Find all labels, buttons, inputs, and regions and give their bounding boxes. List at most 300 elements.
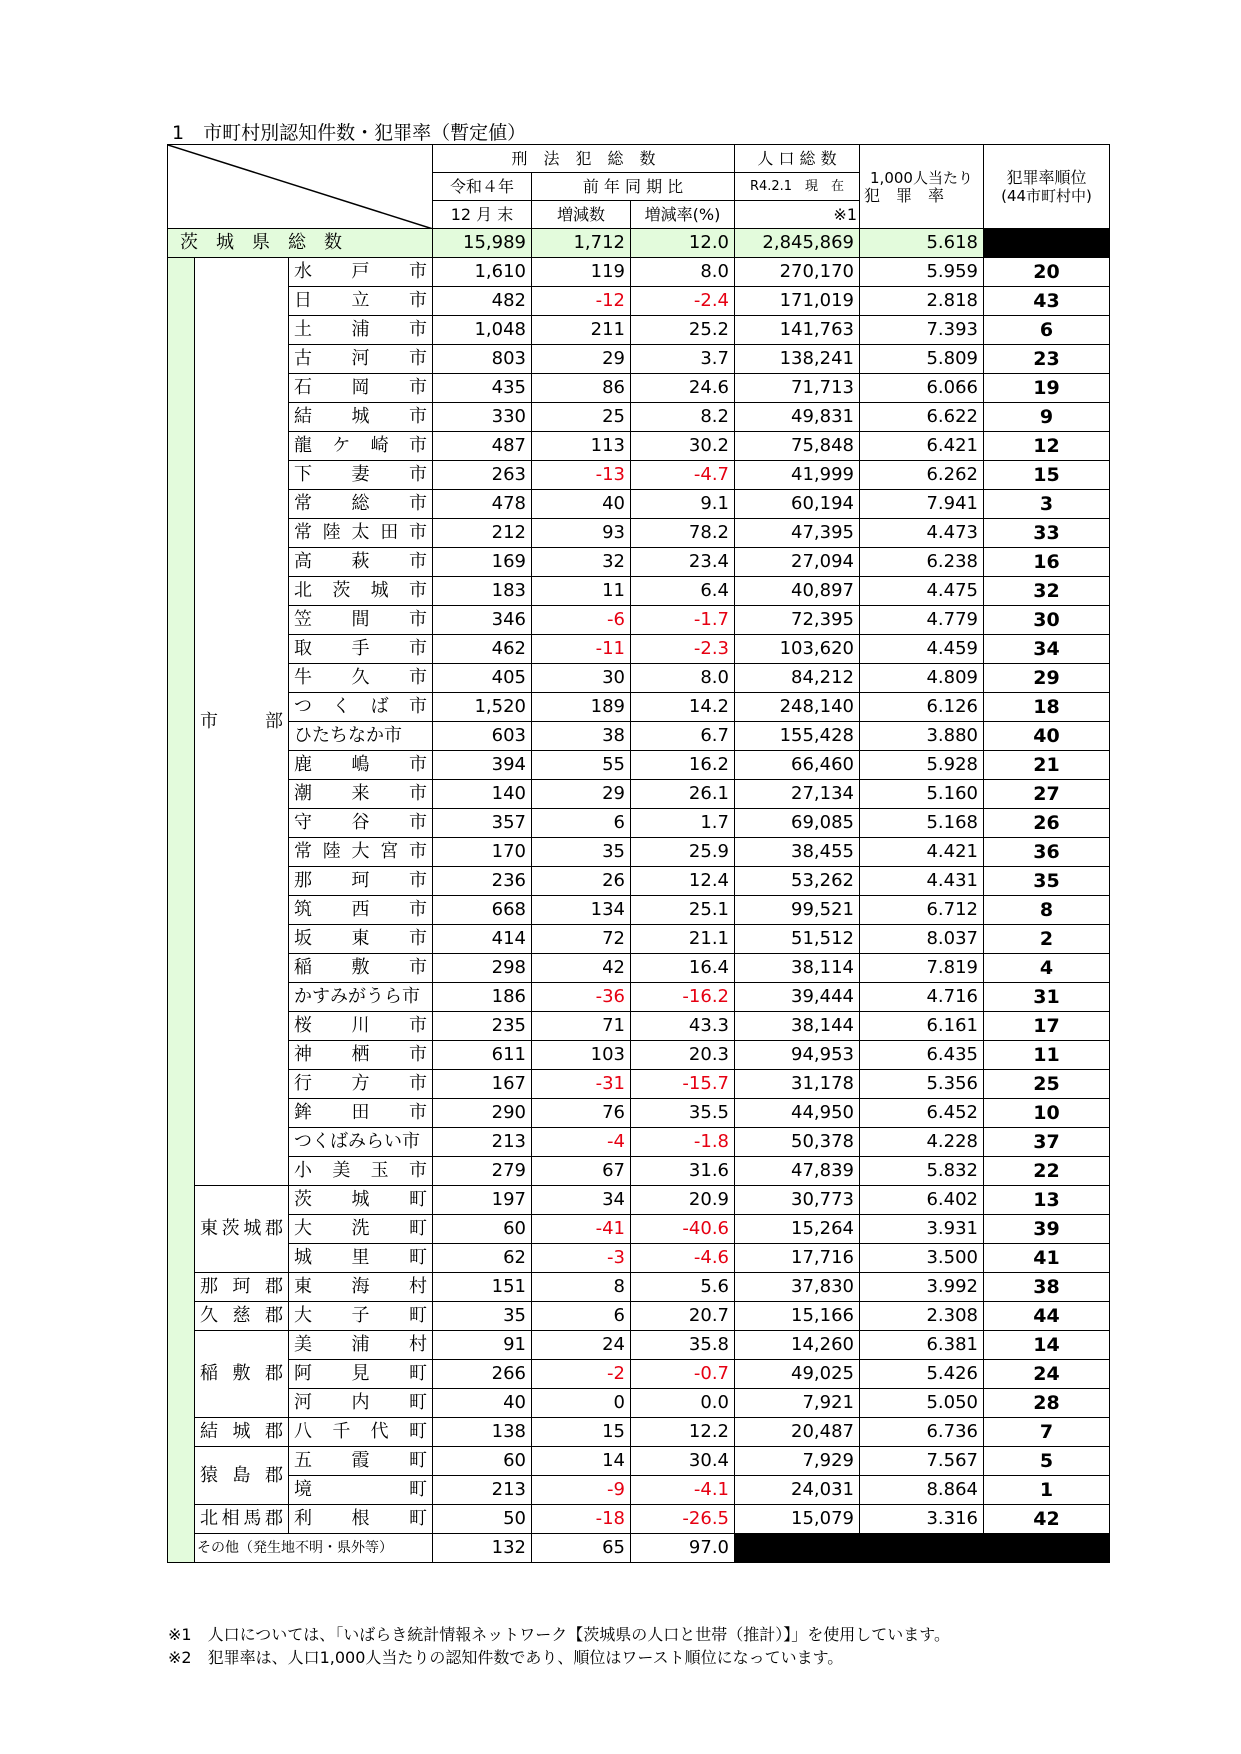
- change-count: -11: [532, 635, 631, 664]
- table-row: [168, 1215, 1110, 1244]
- crime-rate: 7.567: [860, 1447, 984, 1476]
- population: 47,839: [735, 1157, 860, 1186]
- crime-rate: 3.500: [860, 1244, 984, 1273]
- municipality-name: [289, 1215, 433, 1244]
- group-label: [195, 1505, 289, 1534]
- crime-rate: 3.880: [860, 722, 984, 751]
- table-row: [168, 1070, 1110, 1099]
- header-change: 増減数: [532, 201, 631, 229]
- municipality-name: [289, 1273, 433, 1302]
- municipality-name-text: 利 根 町: [294, 1508, 427, 1529]
- other-change: 65: [532, 1534, 631, 1563]
- change-count: -3: [532, 1244, 631, 1273]
- municipality-name-text: 土 浦 市: [294, 319, 427, 340]
- change-count: -13: [532, 461, 631, 490]
- change-rate: 14.2: [631, 693, 735, 722]
- change-rate: 9.1: [631, 490, 735, 519]
- change-rate: -2.3: [631, 635, 735, 664]
- crime-rate: 6.381: [860, 1331, 984, 1360]
- population: 155,428: [735, 722, 860, 751]
- municipality-name-text: 笠 間 市: [294, 609, 427, 630]
- prefecture-total-label: [168, 229, 433, 258]
- change-rate: -1.8: [631, 1128, 735, 1157]
- change-count: -6: [532, 606, 631, 635]
- population: 171,019: [735, 287, 860, 316]
- change-rate: -15.7: [631, 1070, 735, 1099]
- population: 75,848: [735, 432, 860, 461]
- table-row: [168, 809, 1110, 838]
- crime-rate-rank: 10: [984, 1099, 1110, 1128]
- header-pop-date: R4.2.1 現 在: [735, 173, 860, 201]
- crime-rate-rank: 43: [984, 287, 1110, 316]
- municipality-name: [289, 751, 433, 780]
- change-count: -41: [532, 1215, 631, 1244]
- table-row: [168, 1505, 1110, 1534]
- municipality-name-text: 小 美 玉 市: [294, 1160, 427, 1181]
- population: 40,897: [735, 577, 860, 606]
- change-count: 25: [532, 403, 631, 432]
- municipality-name: [289, 954, 433, 983]
- population: 94,953: [735, 1041, 860, 1070]
- municipality-name: [289, 1389, 433, 1418]
- crime-rate-rank: 24: [984, 1360, 1110, 1389]
- change-count: 67: [532, 1157, 631, 1186]
- prefecture-total-label-text: 茨 城 県 総 数: [180, 232, 342, 253]
- municipality-name-text: 取 手 市: [294, 638, 427, 659]
- municipality-name-text: 守 谷 市: [294, 812, 427, 833]
- table-row: [168, 896, 1110, 925]
- municipality-name: [289, 403, 433, 432]
- change-rate: 8.2: [631, 403, 735, 432]
- crime-count: 167: [433, 1070, 532, 1099]
- header-rank-line2: (44市町村中): [1001, 186, 1092, 205]
- municipality-name-text: 水 戸 市: [294, 261, 427, 282]
- change-count: 35: [532, 838, 631, 867]
- table-row: [168, 983, 1110, 1012]
- table-row: [168, 1273, 1110, 1302]
- crime-rate: 7.393: [860, 316, 984, 345]
- change-rate: 30.4: [631, 1447, 735, 1476]
- population: 66,460: [735, 751, 860, 780]
- municipality-name: [289, 1128, 433, 1157]
- table-row: [168, 1099, 1110, 1128]
- group-label-text: 那 珂 郡: [200, 1276, 283, 1297]
- table-row: [168, 1389, 1110, 1418]
- crime-rate-rank: 40: [984, 722, 1110, 751]
- group-label-text: 北 相 馬 郡: [200, 1508, 283, 1529]
- population: 38,455: [735, 838, 860, 867]
- group-label: [195, 1331, 289, 1418]
- crime-rate-rank: 14: [984, 1331, 1110, 1360]
- change-rate: -1.7: [631, 606, 735, 635]
- change-rate: 25.1: [631, 896, 735, 925]
- crime-count: 40: [433, 1389, 532, 1418]
- crime-count: 60: [433, 1215, 532, 1244]
- group-label: [195, 1186, 289, 1273]
- municipality-name-text: 美 浦 村: [294, 1334, 427, 1355]
- crime-count: 462: [433, 635, 532, 664]
- group-label-text: 猿 島 郡: [200, 1464, 283, 1486]
- municipality-name: [289, 1331, 433, 1360]
- group-label-text: 結 城 郡: [200, 1421, 283, 1442]
- municipality-name-text: 境 町: [294, 1479, 427, 1500]
- header-crime-rate-line1: 1,000人当たり: [870, 168, 973, 187]
- table-row: [168, 1360, 1110, 1389]
- change-count: -2: [532, 1360, 631, 1389]
- crime-count: 170: [433, 838, 532, 867]
- municipality-name-text: ひ た ち な か 市: [294, 725, 402, 746]
- crime-rate-rank: 28: [984, 1389, 1110, 1418]
- other-blank: [735, 1534, 1110, 1563]
- municipality-name: [289, 1302, 433, 1331]
- table-row: [168, 519, 1110, 548]
- crime-count: 668: [433, 896, 532, 925]
- crime-count: 405: [433, 664, 532, 693]
- change-rate: 20.7: [631, 1302, 735, 1331]
- municipality-name-text: 結 城 市: [294, 406, 427, 427]
- crime-count: 140: [433, 780, 532, 809]
- municipality-name-text: 下 妻 市: [294, 464, 427, 485]
- table-row: [168, 1012, 1110, 1041]
- table-row: [168, 1186, 1110, 1215]
- crime-rate: 5.426: [860, 1360, 984, 1389]
- table-row: [168, 577, 1110, 606]
- corner-diagonal-cell: [168, 145, 433, 229]
- table-row: [168, 925, 1110, 954]
- municipality-name-text: 龍 ケ 崎 市: [294, 435, 427, 456]
- change-count: 134: [532, 896, 631, 925]
- table-row: [168, 1041, 1110, 1070]
- crime-rate-rank: 20: [984, 258, 1110, 287]
- municipality-name-text: 常 陸 太 田 市: [294, 522, 427, 543]
- population: 60,194: [735, 490, 860, 519]
- crime-count: 50: [433, 1505, 532, 1534]
- municipality-name: [289, 461, 433, 490]
- other-rate: 97.0: [631, 1534, 735, 1563]
- municipality-name-text: 常 陸 大 宮 市: [294, 841, 427, 862]
- crime-rate: 6.421: [860, 432, 984, 461]
- municipality-name: [289, 374, 433, 403]
- crime-rate: 6.262: [860, 461, 984, 490]
- municipality-name: [289, 258, 433, 287]
- change-count: 93: [532, 519, 631, 548]
- municipality-name-text: 河 内 町: [294, 1392, 427, 1413]
- change-count: 34: [532, 1186, 631, 1215]
- municipality-name-text: 筑 西 市: [294, 899, 427, 920]
- crime-count: 186: [433, 983, 532, 1012]
- municipality-name: [289, 1418, 433, 1447]
- municipality-name-text: 潮 来 市: [294, 783, 427, 804]
- crime-rate: 4.473: [860, 519, 984, 548]
- population: 69,085: [735, 809, 860, 838]
- crime-rate-rank: 19: [984, 374, 1110, 403]
- change-count: 0: [532, 1389, 631, 1418]
- crime-count: 60: [433, 1447, 532, 1476]
- population: 30,773: [735, 1186, 860, 1215]
- page-title: 1 市町村別認知件数・犯罪率（暫定値）: [172, 122, 527, 144]
- crime-count: 35: [433, 1302, 532, 1331]
- municipality-name-text: 古 河 市: [294, 348, 427, 369]
- population: 51,512: [735, 925, 860, 954]
- table-row: [168, 403, 1110, 432]
- crime-rate-rank: 9: [984, 403, 1110, 432]
- crime-count: 298: [433, 954, 532, 983]
- change-rate: 6.4: [631, 577, 735, 606]
- population: 39,444: [735, 983, 860, 1012]
- table-row: [168, 751, 1110, 780]
- municipality-name: [289, 490, 433, 519]
- crime-rate: 5.959: [860, 258, 984, 287]
- table-row: [168, 1331, 1110, 1360]
- change-rate: -40.6: [631, 1215, 735, 1244]
- municipality-name: [289, 780, 433, 809]
- crime-rate-rank: 44: [984, 1302, 1110, 1331]
- crime-rate-rank: 13: [984, 1186, 1110, 1215]
- crime-rate: 4.421: [860, 838, 984, 867]
- diagonal-line: [168, 145, 433, 229]
- crime-rate-rank: 6: [984, 316, 1110, 345]
- population: 15,264: [735, 1215, 860, 1244]
- change-rate: 24.6: [631, 374, 735, 403]
- group-label-text: 久 慈 郡: [200, 1305, 283, 1326]
- change-count: -18: [532, 1505, 631, 1534]
- municipality-name-text: 阿 見 町: [294, 1363, 427, 1384]
- crime-rate-rank: 39: [984, 1215, 1110, 1244]
- crime-rate: 6.402: [860, 1186, 984, 1215]
- header-change-rate: 増減率(%): [631, 201, 735, 229]
- crime-rate: 7.819: [860, 954, 984, 983]
- table-row: [168, 258, 1110, 287]
- change-count: 113: [532, 432, 631, 461]
- crime-rate-rank: 35: [984, 867, 1110, 896]
- population: 72,395: [735, 606, 860, 635]
- other-row: [168, 1534, 1110, 1563]
- change-rate: 6.7: [631, 722, 735, 751]
- crime-rate-rank: 4: [984, 954, 1110, 983]
- population: 27,094: [735, 548, 860, 577]
- population: 27,134: [735, 780, 860, 809]
- change-count: -4: [532, 1128, 631, 1157]
- municipality-name: [289, 577, 433, 606]
- crime-rate: 6.238: [860, 548, 984, 577]
- crime-count: 1,610: [433, 258, 532, 287]
- footnote-1: ※1 人口については、「いばらき統計情報ネットワーク【茨城県の人口と世帯（推計）】」を使用しています。: [168, 1625, 950, 1644]
- prefecture-total-population: 2,845,869: [735, 229, 860, 258]
- change-rate: 31.6: [631, 1157, 735, 1186]
- crime-count: 478: [433, 490, 532, 519]
- change-rate: 5.6: [631, 1273, 735, 1302]
- crime-count: 91: [433, 1331, 532, 1360]
- population: 50,378: [735, 1128, 860, 1157]
- change-rate: 25.9: [631, 838, 735, 867]
- change-rate: 35.8: [631, 1331, 735, 1360]
- header-crime-rate: [860, 145, 984, 229]
- crime-rate: 6.622: [860, 403, 984, 432]
- population: 20,487: [735, 1418, 860, 1447]
- municipality-name: [289, 664, 433, 693]
- municipality-name-text: 東 海 村: [294, 1276, 427, 1297]
- change-rate: 16.4: [631, 954, 735, 983]
- municipality-name-text: 北 茨 城 市: [294, 580, 427, 601]
- crime-count: 235: [433, 1012, 532, 1041]
- population: 31,178: [735, 1070, 860, 1099]
- group-label-text: 市 部: [200, 710, 283, 732]
- table-row: [168, 635, 1110, 664]
- crime-count: 62: [433, 1244, 532, 1273]
- crime-rate-rank: 42: [984, 1505, 1110, 1534]
- crime-count: 1,520: [433, 693, 532, 722]
- table-row: [168, 316, 1110, 345]
- population: 14,260: [735, 1331, 860, 1360]
- municipality-name-text: 神 栖 市: [294, 1044, 427, 1065]
- crime-rate-rank: 21: [984, 751, 1110, 780]
- table-row: [168, 867, 1110, 896]
- crime-rate: 6.452: [860, 1099, 984, 1128]
- crime-count: 1,048: [433, 316, 532, 345]
- change-count: 38: [532, 722, 631, 751]
- change-rate: 12.2: [631, 1418, 735, 1447]
- population: 248,140: [735, 693, 860, 722]
- change-count: 14: [532, 1447, 631, 1476]
- municipality-name-text: 高 萩 市: [294, 551, 427, 572]
- crime-rate: 8.864: [860, 1476, 984, 1505]
- population: 99,521: [735, 896, 860, 925]
- change-count: 8: [532, 1273, 631, 1302]
- change-rate: 1.7: [631, 809, 735, 838]
- crime-count: 213: [433, 1476, 532, 1505]
- municipality-name-text: 五 霞 町: [294, 1450, 427, 1471]
- group-label: [195, 1273, 289, 1302]
- municipality-name-text: 八 千 代 町: [294, 1421, 427, 1442]
- municipality-name: [289, 432, 433, 461]
- table-row: [168, 1157, 1110, 1186]
- change-rate: -4.1: [631, 1476, 735, 1505]
- table-row: [168, 664, 1110, 693]
- change-count: 189: [532, 693, 631, 722]
- header-population: 人 口 総 数: [735, 145, 860, 173]
- change-count: 29: [532, 345, 631, 374]
- crime-rate-rank: 31: [984, 983, 1110, 1012]
- crime-rate-rank: 17: [984, 1012, 1110, 1041]
- crime-rate-rank: 36: [984, 838, 1110, 867]
- population: 41,999: [735, 461, 860, 490]
- prefecture-total-change: 1,712: [532, 229, 631, 258]
- change-rate: 20.9: [631, 1186, 735, 1215]
- change-count: 29: [532, 780, 631, 809]
- crime-count: 290: [433, 1099, 532, 1128]
- crime-rate: 6.435: [860, 1041, 984, 1070]
- change-count: 72: [532, 925, 631, 954]
- change-rate: 23.4: [631, 548, 735, 577]
- population: 84,212: [735, 664, 860, 693]
- crime-rate: 4.809: [860, 664, 984, 693]
- change-rate: -4.6: [631, 1244, 735, 1273]
- change-rate: 16.2: [631, 751, 735, 780]
- municipality-name-text: 稲 敷 市: [294, 957, 427, 978]
- crime-rate: 3.931: [860, 1215, 984, 1244]
- table-row: [168, 606, 1110, 635]
- municipality-name-text: 日 立 市: [294, 290, 427, 311]
- change-count: -36: [532, 983, 631, 1012]
- table-row: [168, 722, 1110, 751]
- crime-count: 151: [433, 1273, 532, 1302]
- prefecture-total-row: [168, 229, 1110, 258]
- municipality-name: [289, 606, 433, 635]
- other-count: 132: [433, 1534, 532, 1563]
- crime-rate: 5.356: [860, 1070, 984, 1099]
- crime-rate: 4.475: [860, 577, 984, 606]
- change-rate: -16.2: [631, 983, 735, 1012]
- crime-rate-rank: 1: [984, 1476, 1110, 1505]
- table-row: [168, 490, 1110, 519]
- crime-rate: 5.832: [860, 1157, 984, 1186]
- crime-rate-rank: 18: [984, 693, 1110, 722]
- population: 49,831: [735, 403, 860, 432]
- municipality-name-text: 大 子 町: [294, 1305, 427, 1326]
- table-row: [168, 954, 1110, 983]
- change-rate: -2.4: [631, 287, 735, 316]
- change-count: 6: [532, 1302, 631, 1331]
- municipality-name-text: 石 岡 市: [294, 377, 427, 398]
- change-rate: 26.1: [631, 780, 735, 809]
- crime-count: 394: [433, 751, 532, 780]
- crime-count: 357: [433, 809, 532, 838]
- crime-rate-rank: 30: [984, 606, 1110, 635]
- table-row: [168, 1418, 1110, 1447]
- change-rate: -26.5: [631, 1505, 735, 1534]
- table-row: [168, 1302, 1110, 1331]
- header-yoy: 前 年 同 期 比: [532, 173, 735, 201]
- population: 270,170: [735, 258, 860, 287]
- crime-rate-rank: 37: [984, 1128, 1110, 1157]
- change-rate: 21.1: [631, 925, 735, 954]
- municipality-name-text: か す み が う ら 市: [294, 986, 420, 1007]
- table-row: [168, 374, 1110, 403]
- crime-rate-rank: 8: [984, 896, 1110, 925]
- crime-count: 212: [433, 519, 532, 548]
- population: 38,144: [735, 1012, 860, 1041]
- change-count: 32: [532, 548, 631, 577]
- table-row: [168, 1128, 1110, 1157]
- table-row: [168, 838, 1110, 867]
- crime-rate-rank: 25: [984, 1070, 1110, 1099]
- crime-count: 263: [433, 461, 532, 490]
- prefecture-total-rank-blank: [984, 229, 1110, 258]
- change-count: 11: [532, 577, 631, 606]
- municipality-name: [289, 838, 433, 867]
- crime-rate: 6.066: [860, 374, 984, 403]
- change-count: 71: [532, 1012, 631, 1041]
- crime-rate: 3.992: [860, 1273, 984, 1302]
- change-rate: 30.2: [631, 432, 735, 461]
- other-label: その他（発生地不明・県外等）: [195, 1534, 433, 1563]
- crime-rate: 6.161: [860, 1012, 984, 1041]
- crime-rate: 7.941: [860, 490, 984, 519]
- change-count: 40: [532, 490, 631, 519]
- crime-rate-rank: 27: [984, 780, 1110, 809]
- header-rank: [984, 145, 1110, 229]
- municipality-name-text: 坂 東 市: [294, 928, 427, 949]
- crime-rate-rank: 22: [984, 1157, 1110, 1186]
- crime-rate-rank: 41: [984, 1244, 1110, 1273]
- crime-count: 611: [433, 1041, 532, 1070]
- prefecture-total-rate: 12.0: [631, 229, 735, 258]
- municipality-name: [289, 519, 433, 548]
- table-row: [168, 287, 1110, 316]
- crime-count: 330: [433, 403, 532, 432]
- crime-rate-rank: 7: [984, 1418, 1110, 1447]
- municipality-name: [289, 1012, 433, 1041]
